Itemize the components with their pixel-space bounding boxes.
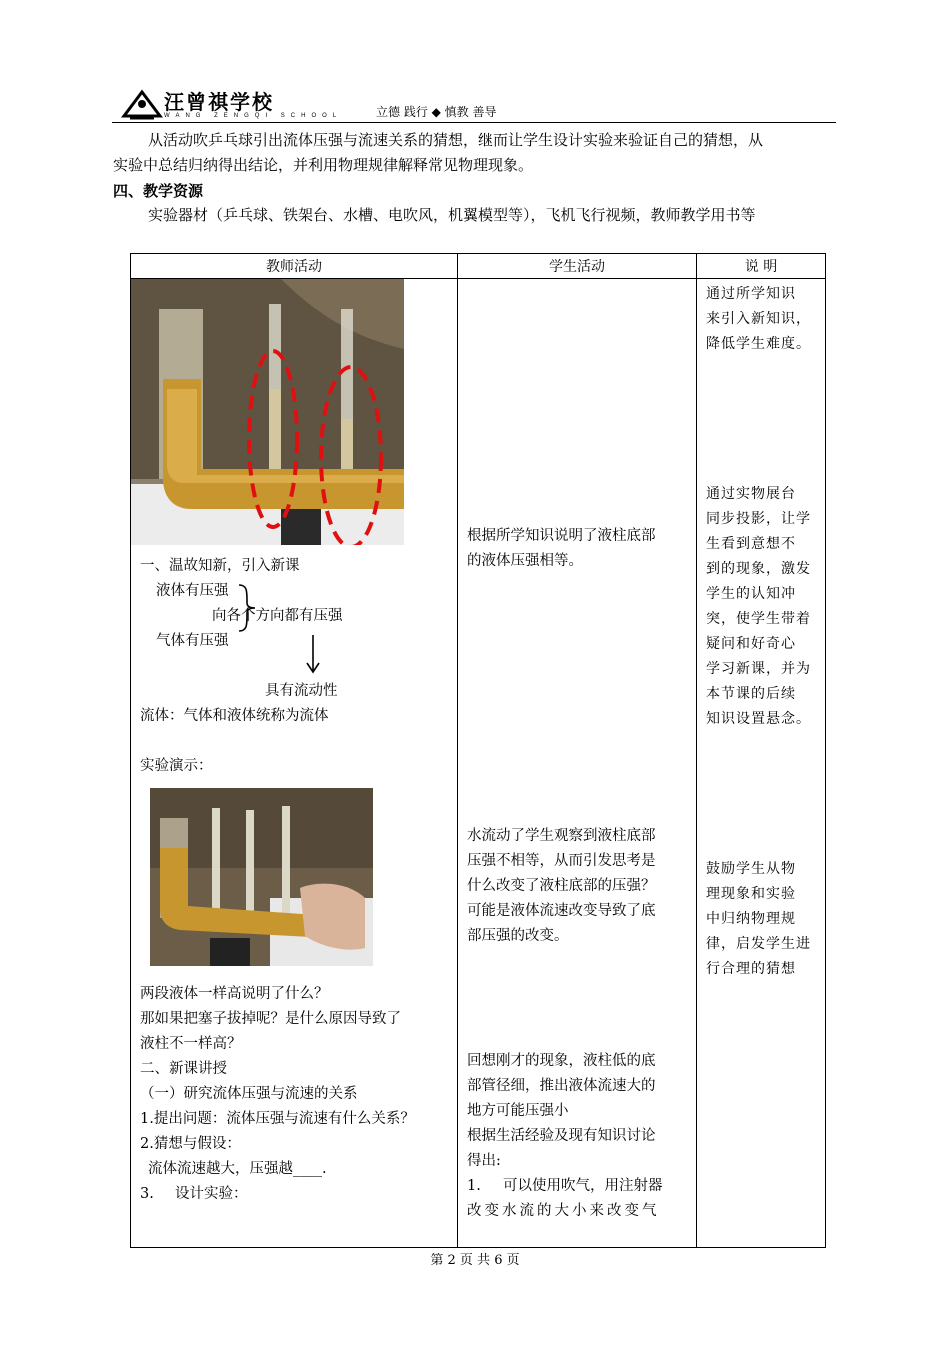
student-text: 回想刚才的现象，液柱低的底 — [467, 1053, 656, 1069]
student-text: 可以使用吹气，用注射器 — [503, 1178, 663, 1194]
note-text: 通过实物展台 — [706, 486, 796, 502]
student-text: 可能是液体流速改变导致了底 — [467, 903, 656, 919]
note-text: 同步投影，让学 — [706, 511, 811, 527]
student-text: 地方可能压强小 — [467, 1103, 569, 1119]
note-text: 鼓励学生从物 — [706, 861, 796, 877]
table-row — [131, 279, 826, 1248]
teacher-activity-cell — [131, 279, 458, 1248]
header-notes: 说 明 — [697, 254, 826, 279]
section-title: 四、教学资源 — [113, 182, 204, 200]
header-teacher: 教师活动 — [131, 254, 458, 279]
hypothesis-period: . — [322, 1161, 327, 1177]
all-directions-text: 向各个方向都有压强 — [212, 608, 343, 624]
gas-pressure-text: 气体有压强 — [156, 633, 229, 649]
note-text: 律，启发学生进 — [706, 936, 811, 952]
student-text: 根据生活经验及现有知识讨论 — [467, 1128, 656, 1144]
note-text: 来引入新知识， — [706, 311, 811, 327]
step-3-design: 设计实验： — [175, 1186, 248, 1202]
note-text: 中归纳物理规 — [706, 911, 796, 927]
note-text: 学习新课，并为 — [706, 661, 811, 677]
step-2-hypothesis: 2.猜想与假设： — [140, 1136, 241, 1152]
student-text: 水流动了学生观察到液柱底部 — [467, 828, 656, 844]
fluid-definition: 流体：气体和液体统称为流体 — [140, 708, 329, 724]
header-student: 学生活动 — [458, 254, 697, 279]
student-text: 什么改变了液柱底部的压强？ — [467, 878, 656, 894]
demo-label: 实验演示： — [140, 758, 213, 774]
page-number: 第 2 页 共 6 页 — [430, 1253, 520, 1268]
hypothesis-statement — [148, 1157, 327, 1182]
student-list-number: 1. — [467, 1178, 481, 1194]
school-motto: 立德 践行 ◆ 慎教 善导 — [376, 105, 497, 119]
arrow-down-icon — [305, 633, 321, 675]
student-text: 得出: — [467, 1153, 501, 1169]
note-text: 降低学生难度。 — [706, 336, 811, 352]
question-2-line-1: 那如果把塞子拔掉呢？是什么原因导致了 — [140, 1011, 401, 1027]
school-name-en: WANG ZENGQI SCHOOL — [164, 113, 343, 119]
question-2-line-2: 液柱不一样高？ — [140, 1036, 242, 1052]
student-activity-cell — [458, 279, 697, 1248]
note-text: 突，使学生带着 — [706, 611, 811, 627]
note-text: 行合理的猜想 — [706, 961, 796, 977]
note-text: 理现象和实验 — [706, 886, 796, 902]
student-text: 改变水流的大小来改变气 — [467, 1203, 660, 1219]
question-1: 两段液体一样高说明了什么？ — [140, 986, 329, 1002]
notes-cell — [697, 279, 826, 1248]
new-lesson-title: 二、新课讲授 — [140, 1061, 227, 1077]
fluidity-text: 具有流动性 — [265, 683, 338, 699]
review-intro-title: 一、温故知新，引入新课 — [140, 558, 300, 574]
intro-line-1: 从活动吹乒乓球引出流体压强与流速关系的猜想，继而让学生设计实验来验证自己的猜想，从 — [148, 131, 764, 149]
student-text: 的液体压强相等。 — [467, 553, 583, 569]
liquid-pressure-text: 液体有压强 — [156, 583, 229, 599]
brace-icon — [237, 583, 257, 633]
note-text: 本节课的后续 — [706, 686, 796, 702]
note-text: 疑问和好奇心 — [706, 636, 796, 652]
subsection-title: （一）研究流体压强与流速的关系 — [140, 1086, 358, 1102]
hypothesis-blank: ____ — [293, 1161, 322, 1177]
step-3-number: 3. — [140, 1186, 154, 1202]
step-1-question: 1.提出问题：流体压强与流速有什么关系？ — [140, 1111, 415, 1127]
student-text: 部管径细，推出液体流速大的 — [467, 1078, 656, 1094]
intro-line-2: 实验中总结归纳得出结论，并利用物理规律解释常见物理现象。 — [113, 156, 534, 174]
resources-text: 实验器材（乒乓球、铁架台、水槽、电吹风，机翼模型等），飞机飞行视频，教师教学用书等 — [148, 206, 756, 224]
student-text: 根据所学知识说明了液柱底部 — [467, 528, 656, 544]
school-name: 汪曾祺学校 — [164, 90, 274, 114]
header-rule — [112, 122, 836, 123]
student-text: 部压强的改变。 — [467, 928, 569, 944]
student-text: 压强不相等，从而引发思考是 — [467, 853, 656, 869]
note-text: 生看到意想不 — [706, 536, 796, 552]
experiment-photo-2 — [150, 788, 373, 966]
table-header-row — [131, 254, 826, 279]
lesson-table — [130, 253, 826, 1248]
note-text: 知识设置悬念。 — [706, 711, 811, 727]
experiment-photo-1 — [131, 279, 404, 545]
note-text: 学生的认知冲 — [706, 586, 796, 602]
hypothesis-text: 流体流速越大，压强越 — [148, 1161, 293, 1177]
note-text: 通过所学知识 — [706, 286, 796, 302]
note-text: 到的现象，激发 — [706, 561, 811, 577]
